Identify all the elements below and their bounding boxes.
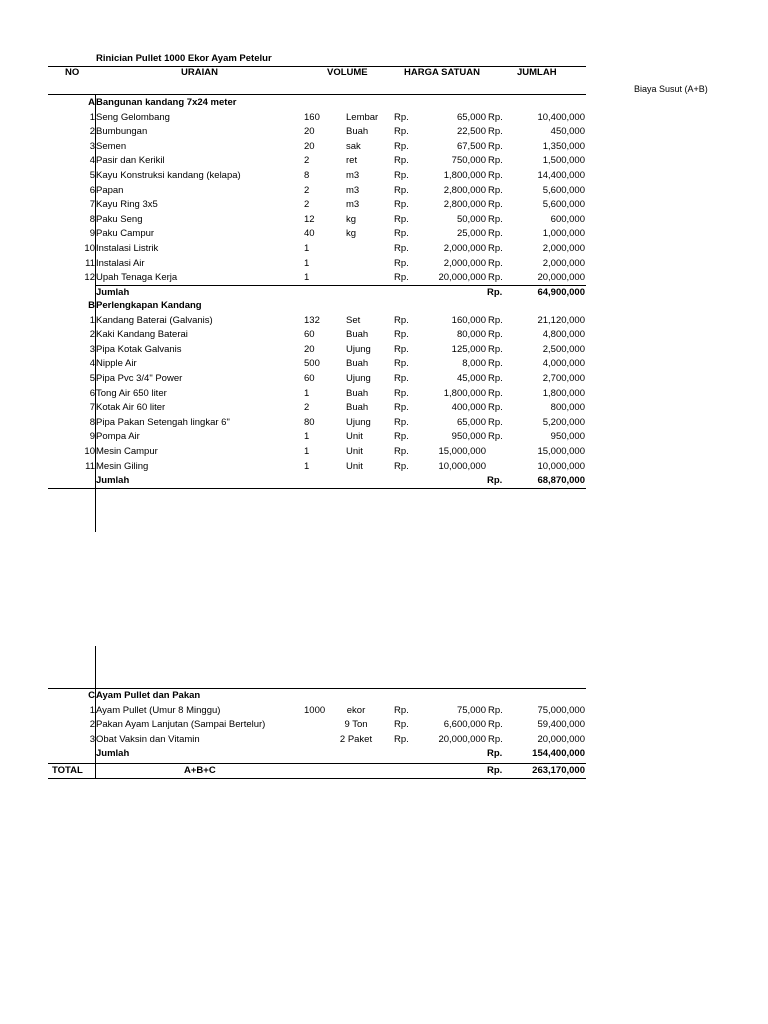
row-currency: Rp. (394, 416, 409, 428)
row-quantity: 1 (304, 387, 310, 399)
row-unit: Buah (346, 358, 369, 370)
row-total: 2,700,000 (542, 373, 585, 384)
row-total: 4,800,000 (542, 329, 585, 341)
row-number: 8 (89, 213, 95, 225)
row-total: 1,800,000 (542, 387, 585, 399)
row-item: Semen (96, 140, 127, 152)
row-number: 6 (89, 387, 95, 399)
row-total: 4,000,000 (542, 358, 585, 370)
row-quantity: 2 (304, 155, 310, 167)
row-currency-2: Rp. (488, 719, 503, 731)
row-unit-price: 2,000,000 (443, 243, 486, 254)
row-currency: Rp. (394, 213, 409, 225)
row-item: Paku Seng (96, 213, 143, 225)
header-harga-satuan: HARGA SATUAN (404, 67, 480, 78)
row-currency-2: Rp. (488, 733, 503, 745)
row-number: 3 (89, 140, 95, 152)
row-unit: Unit (346, 460, 363, 472)
row-total: 20,000,000 (537, 733, 585, 745)
row-unit-price: 2,000,000 (443, 257, 486, 269)
row-currency-2: Rp. (488, 343, 503, 355)
row-currency: Rp. (394, 155, 409, 167)
row-unit-price: 750,000 (451, 155, 486, 167)
row-currency: Rp. (394, 402, 409, 414)
row-quantity: 60 (304, 373, 315, 384)
row-total: 800,000 (550, 402, 585, 414)
row-currency-2: Rp. (488, 184, 503, 196)
row-currency: Rp. (394, 358, 409, 370)
row-number: 8 (89, 416, 95, 428)
row-quantity: 1 (304, 446, 310, 457)
row-unit: m3 (346, 170, 360, 181)
row-item: Bumbungan (96, 126, 148, 138)
row-number: 10 (84, 243, 95, 254)
row-quantity: 2 (304, 199, 310, 211)
header-no: NO (65, 67, 80, 78)
total-currency: Rp. (487, 765, 503, 776)
row-item: Pipa Kotak Galvanis (96, 343, 182, 355)
row-number: 2 (89, 329, 95, 341)
total-formula: A+B+C (184, 765, 216, 776)
row-quantity: 2 (304, 402, 310, 414)
row-unit: m3 (346, 184, 360, 196)
row-total: 600,000 (550, 213, 585, 225)
row-currency-2: Rp. (488, 402, 503, 414)
row-currency: Rp. (394, 272, 409, 284)
row-item: Seng Gelombang (96, 111, 170, 123)
row-quantity: 1 (304, 460, 310, 472)
row-unit: kg (346, 213, 357, 225)
row-currency-2: Rp. (488, 358, 503, 370)
row-unit: Buah (346, 126, 369, 138)
row-unit: kg (346, 228, 357, 240)
row-total: 1,500,000 (542, 155, 585, 167)
row-item: Pompa Air (96, 431, 140, 443)
row-currency: Rp. (394, 733, 409, 745)
row-unit: Ujung (346, 416, 371, 428)
subtotal-value: 154,400,000 (532, 748, 585, 760)
row-currency-2: Rp. (488, 272, 503, 284)
row-item: Obat Vaksin dan Vitamin (96, 733, 200, 745)
row-currency-2: Rp. (488, 416, 503, 428)
row-total: 5,600,000 (542, 184, 585, 196)
row-number: 3 (89, 733, 95, 745)
row-unit: Unit (346, 431, 363, 443)
row-total: 20,000,000 (537, 272, 585, 284)
row-quantity: 80 (304, 416, 315, 428)
row-currency: Rp. (394, 184, 409, 196)
row-unit: Buah (346, 387, 369, 399)
row-total: 14,400,000 (537, 170, 585, 181)
row-item: Papan (96, 184, 124, 196)
row-unit-price: 45,000 (456, 373, 486, 384)
row-currency-2: Rp. (488, 170, 503, 181)
row-item: Instalasi Listrik (96, 243, 159, 254)
row-quantity: 500 (304, 358, 320, 370)
row-currency: Rp. (394, 140, 409, 152)
row-currency: Rp. (394, 126, 409, 138)
section-title: Perlengkapan Kandang (96, 300, 202, 311)
row-unit: 2 Paket (339, 733, 373, 745)
row-quantity: 60 (304, 329, 315, 341)
row-quantity: 20 (304, 140, 315, 152)
row-number: 12 (84, 272, 95, 284)
row-item: Nipple Air (96, 358, 137, 370)
row-currency: Rp. (394, 719, 409, 731)
subtotal-label: Jumlah (96, 748, 130, 760)
row-currency: Rp. (394, 460, 409, 472)
row-unit: Ujung (346, 373, 371, 384)
row-unit-price: 2,800,000 (443, 199, 486, 211)
row-unit-price: 160,000 (451, 314, 486, 326)
row-item: Tong Air 650 liter (96, 387, 167, 399)
row-unit: Ujung (346, 343, 371, 355)
row-unit-price: 25,000 (456, 228, 486, 240)
header-top-line (48, 66, 586, 67)
row-unit-price: 400,000 (451, 402, 486, 414)
row-unit: Set (346, 314, 361, 326)
row-number: 10 (84, 446, 95, 457)
row-item: Kaki Kandang Baterai (96, 329, 188, 341)
row-item: Pakan Ayam Lanjutan (Sampai Bertelur) (96, 719, 266, 731)
row-unit: Lembar (346, 111, 379, 123)
row-quantity: 8 (304, 170, 310, 181)
row-number: 2 (89, 719, 95, 731)
row-total: 450,000 (550, 126, 585, 138)
subtotal-currency: Rp. (487, 748, 503, 760)
row-number: 5 (89, 170, 95, 181)
row-item: Pipa Pakan Setengah lingkar 6" (96, 416, 230, 428)
row-quantity: 1 (304, 257, 310, 269)
section-code: A (88, 97, 95, 108)
row-item: Kotak Air 60 liter (96, 402, 166, 414)
row-currency-2: Rp. (488, 155, 503, 167)
row-item: Instalasi Air (96, 257, 145, 269)
row-currency: Rp. (394, 387, 409, 399)
subtotal-currency: Rp. (487, 475, 503, 487)
row-unit: Unit (346, 446, 363, 457)
row-quantity: 2 (304, 184, 310, 196)
row-total: 1,000,000 (542, 228, 585, 240)
row-unit-price: 125,000 (451, 343, 486, 355)
row-currency-2: Rp. (488, 431, 503, 443)
row-currency: Rp. (394, 373, 409, 384)
row-currency-2: Rp. (488, 228, 503, 240)
header-uraian: URAIAN (181, 67, 218, 78)
row-unit: Buah (346, 402, 369, 414)
row-total: 10,000,000 (537, 460, 585, 472)
row-number: 1 (89, 314, 95, 326)
row-unit: Buah (346, 329, 369, 341)
row-unit-price: 75,000 (456, 704, 486, 716)
row-currency-2: Rp. (488, 126, 503, 138)
row-currency-2: Rp. (488, 257, 503, 269)
row-item: Kayu Konstruksi kandang (kelapa) (96, 170, 241, 181)
row-currency-2: Rp. (488, 243, 503, 254)
side-note: Biaya Susut (A+B) (634, 84, 708, 94)
row-currency-2: Rp. (488, 314, 503, 326)
row-unit: ret (346, 155, 358, 167)
row-currency: Rp. (394, 446, 409, 457)
row-total: 2,500,000 (542, 343, 585, 355)
row-quantity: 1 (304, 431, 310, 443)
row-currency: Rp. (394, 343, 409, 355)
total-label: TOTAL (52, 765, 83, 776)
subtotal-label: Jumlah (96, 475, 130, 487)
row-quantity: 132 (304, 314, 320, 326)
section-code: B (88, 300, 95, 311)
row-number: 1 (89, 704, 95, 716)
row-number: 3 (89, 343, 95, 355)
row-unit-price: 22,500 (456, 126, 486, 138)
row-currency-2: Rp. (488, 199, 503, 211)
row-unit: 9 Ton (344, 719, 368, 731)
row-quantity: 1000 (304, 704, 326, 716)
row-number: 6 (89, 184, 95, 196)
section-code: C (88, 690, 95, 701)
row-item: Mesin Giling (96, 460, 149, 472)
row-total: 59,400,000 (537, 719, 585, 731)
row-unit: sak (346, 140, 361, 152)
row-number: 5 (89, 373, 95, 384)
row-total: 21,120,000 (537, 314, 585, 326)
row-unit: m3 (346, 199, 360, 211)
row-item: Mesin Campur (96, 446, 158, 457)
row-number: 2 (89, 126, 95, 138)
section-title: Ayam Pullet dan Pakan (96, 690, 201, 701)
row-item: Upah Tenaga Kerja (96, 272, 178, 284)
row-unit-price: 950,000 (451, 431, 486, 443)
row-number: 11 (85, 257, 95, 269)
row-unit: ekor (346, 704, 366, 716)
row-unit-price: 20,000,000 (438, 272, 486, 284)
row-unit-price: 6,600,000 (443, 719, 486, 731)
row-currency-2: Rp. (488, 373, 503, 384)
row-unit-price: 2,800,000 (443, 184, 486, 196)
row-quantity: 40 (304, 228, 315, 240)
subtotal-label: Jumlah (96, 286, 130, 298)
section-title: Bangunan kandang 7x24 meter (96, 97, 237, 108)
subtotal-value: 68,870,000 (537, 475, 585, 487)
subtotal-currency: Rp. (487, 286, 503, 298)
row-unit-price: 1,800,000 (443, 170, 486, 181)
row-item: Paku Campur (96, 228, 155, 240)
row-currency: Rp. (394, 257, 409, 269)
row-number: 4 (89, 155, 95, 167)
row-number: 9 (89, 431, 95, 443)
total-value: 263,170,000 (532, 765, 585, 776)
row-item: Pasir dan Kerikil (96, 155, 165, 167)
row-unit-price: 67,500 (456, 140, 486, 152)
row-quantity: 20 (304, 126, 315, 138)
row-total: 2,000,000 (542, 243, 585, 254)
row-currency-2: Rp. (488, 704, 503, 716)
row-currency: Rp. (394, 111, 409, 123)
subtotal-value: 64,900,000 (537, 286, 585, 298)
row-number: 11 (85, 460, 95, 472)
row-quantity: 1 (304, 272, 310, 284)
sheet-title: Rinician Pullet 1000 Ekor Ayam Petelur (96, 53, 272, 64)
row-quantity: 160 (304, 111, 320, 123)
row-currency: Rp. (394, 170, 409, 181)
row-currency-2: Rp. (488, 387, 503, 399)
row-quantity: 20 (304, 343, 315, 355)
row-currency-2: Rp. (488, 213, 503, 225)
row-unit-price: 8,000 (462, 358, 486, 370)
row-unit-price: 65,000 (456, 416, 486, 428)
row-total: 1,350,000 (542, 140, 585, 152)
row-currency: Rp. (394, 431, 409, 443)
row-quantity: 12 (304, 213, 315, 225)
row-unit-price: 65,000 (456, 111, 486, 123)
row-total: 75,000,000 (537, 704, 585, 716)
row-total: 15,000,000 (537, 446, 585, 457)
row-unit-price: 50,000 (456, 213, 486, 225)
row-total: 2,000,000 (542, 257, 585, 269)
row-quantity: 1 (304, 243, 310, 254)
header-bottom-line (48, 94, 586, 95)
row-currency: Rp. (394, 228, 409, 240)
row-number: 7 (89, 199, 95, 211)
row-currency: Rp. (394, 199, 409, 211)
row-unit-price: 1,800,000 (443, 387, 486, 399)
row-number: 4 (89, 358, 95, 370)
row-unit-price: 15,000,000 (438, 446, 486, 457)
row-currency: Rp. (394, 329, 409, 341)
row-item: Kandang Baterai (Galvanis) (96, 314, 213, 326)
row-unit-price: 10,000,000 (438, 460, 486, 472)
row-total: 5,200,000 (542, 416, 585, 428)
row-currency: Rp. (394, 314, 409, 326)
row-item: Kayu Ring 3x5 (96, 199, 158, 211)
row-number: 7 (89, 402, 95, 414)
row-currency-2: Rp. (488, 329, 503, 341)
row-item: Ayam Pullet (Umur 8 Minggu) (96, 704, 221, 716)
row-total: 5,600,000 (542, 199, 585, 211)
row-currency: Rp. (394, 243, 409, 254)
row-currency: Rp. (394, 704, 409, 716)
row-currency-2: Rp. (488, 111, 503, 123)
row-total: 950,000 (550, 431, 585, 443)
row-number: 9 (89, 228, 95, 240)
row-number: 1 (89, 111, 95, 123)
row-unit-price: 20,000,000 (438, 733, 486, 745)
header-jumlah: JUMLAH (517, 67, 557, 78)
row-currency-2: Rp. (488, 140, 503, 152)
row-unit-price: 80,000 (456, 329, 486, 341)
subtotal-separator (95, 285, 586, 286)
header-volume: VOLUME (327, 67, 368, 78)
row-item: Pipa Pvc 3/4" Power (96, 373, 183, 384)
row-total: 10,400,000 (537, 111, 585, 123)
